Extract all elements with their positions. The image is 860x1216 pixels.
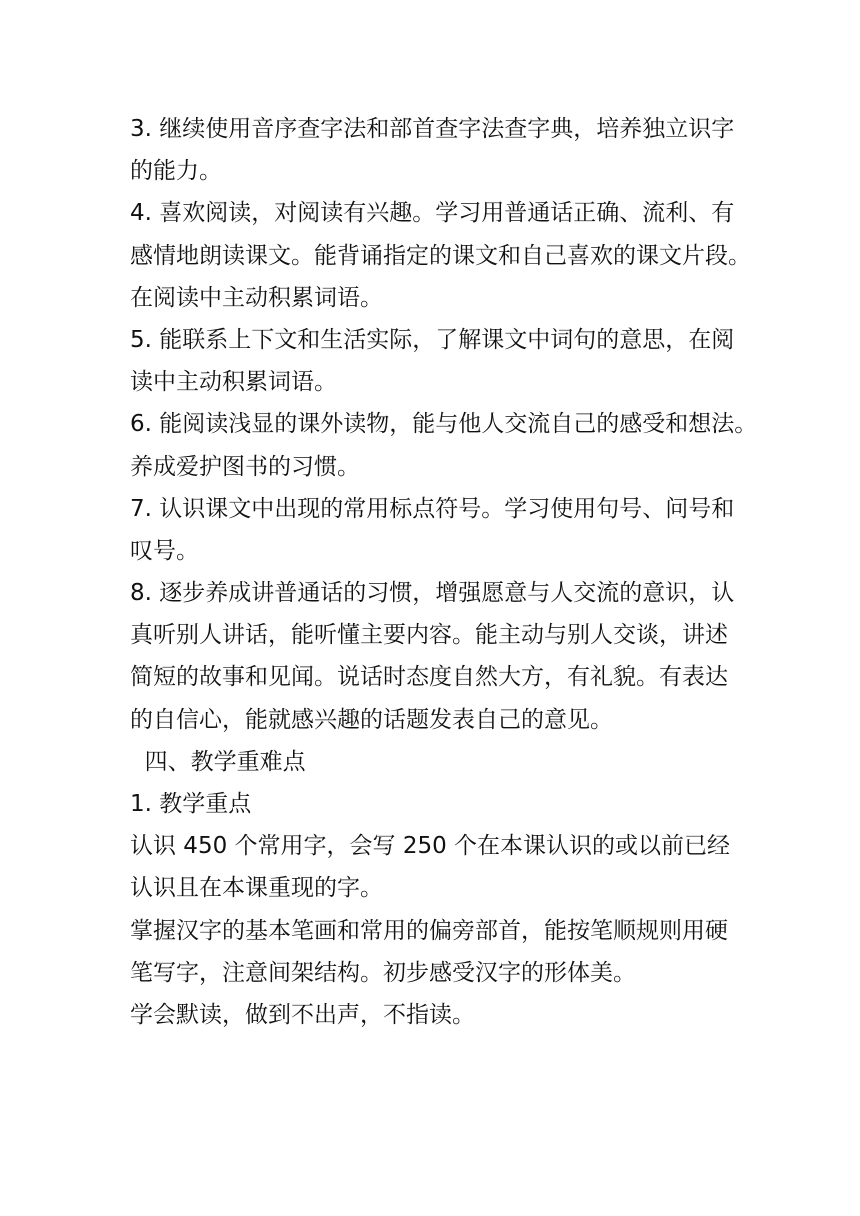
text-line: 读中主动积累词语。 bbox=[130, 369, 337, 396]
section-heading: 四、教学重难点 bbox=[130, 748, 306, 775]
text-line: 学会默读，做到不出声，不指读。 bbox=[130, 1001, 475, 1028]
text-line: 7. 认识课文中出现的常用标点符号。学习使用句号、问号和 bbox=[130, 495, 735, 522]
text-line: 掌握汉字的基本笔画和常用的偏旁部首，能按笔顺规则用硬 bbox=[130, 917, 728, 944]
text-line: 的自信心，能就感兴趣的话题发表自己的意见。 bbox=[130, 706, 613, 733]
text-line: 感情地朗读课文。能背诵指定的课文和自己喜欢的课文片段。 bbox=[130, 242, 751, 269]
text-line: 真听别人讲话，能听懂主要内容。能主动与别人交谈，讲述 bbox=[130, 622, 728, 649]
text-line: 8. 逐步养成讲普通话的习惯，增强愿意与人交流的意识，认 bbox=[130, 580, 735, 607]
subsection-heading: 1. 教学重点 bbox=[130, 791, 252, 817]
text-line: 笔写字，注意间架结构。初步感受汉字的形体美。 bbox=[130, 959, 636, 986]
text-line: 简短的故事和见闻。说话时态度自然大方，有礼貌。有表达 bbox=[130, 664, 728, 691]
text-line: 叹号。 bbox=[130, 537, 199, 564]
text-line: 认识且在本课重现的字。 bbox=[130, 875, 383, 902]
text-line: 的能力。 bbox=[130, 158, 222, 185]
text-line: 6. 能阅读浅显的课外读物，能与他人交流自己的感受和想法。 bbox=[130, 411, 758, 438]
document-body bbox=[130, 108, 758, 1036]
text-line: 3. 继续使用音序查字法和部首查字法查字典，培养独立识字 bbox=[130, 116, 735, 142]
text-line: 在阅读中主动积累词语。 bbox=[130, 284, 383, 311]
text-line: 5. 能联系上下文和生活实际，了解课文中词句的意思，在阅 bbox=[130, 326, 735, 353]
text-line: 4. 喜欢阅读，对阅读有兴趣。学习用普通话正确、流利、有 bbox=[130, 200, 735, 227]
text-line: 养成爱护图书的习惯。 bbox=[130, 453, 360, 480]
text-line: 认识 450 个常用字，会写 250 个在本课认识的或以前已经 bbox=[130, 833, 731, 860]
